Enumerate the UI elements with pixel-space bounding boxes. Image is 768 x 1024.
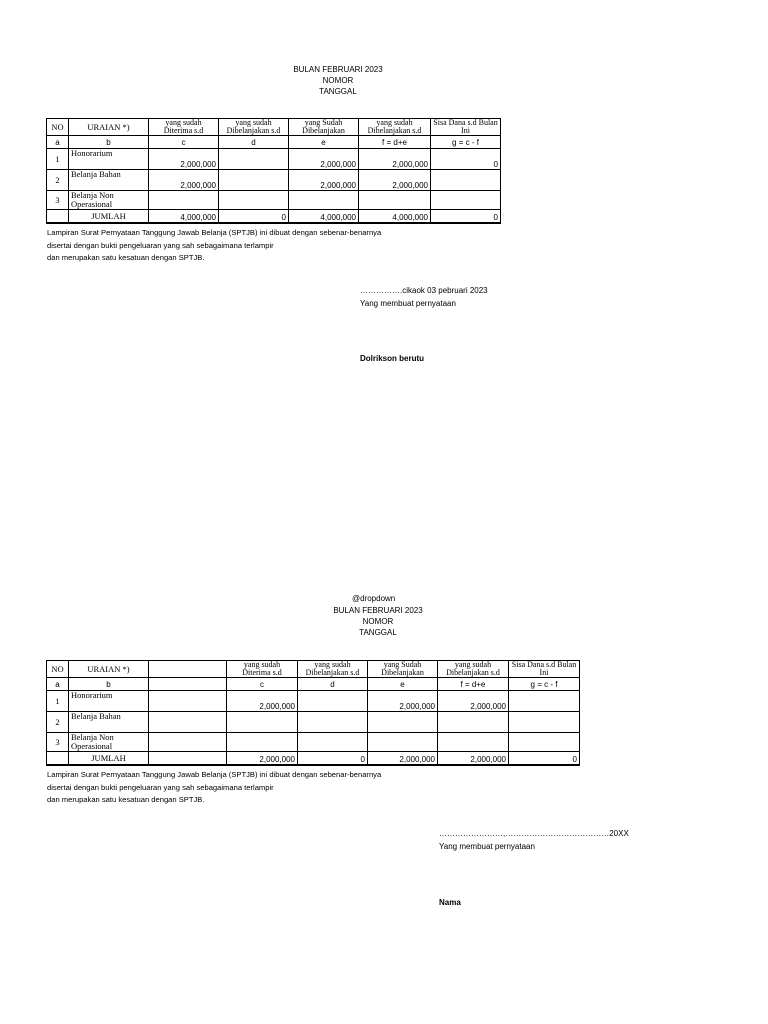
col-dibelanjakan-total: yang sudah Dibelanjakan s.d: [359, 119, 431, 136]
total-label: JUMLAH: [69, 752, 149, 765]
place-date: …………….cikaok 03 pebruari 2023: [360, 286, 488, 295]
table-row: [47, 149, 501, 170]
statement-line: dan merupakan satu kesatuan dengan SPTJB.: [47, 253, 205, 262]
row-no: 3: [47, 191, 69, 210]
col-blank: [149, 661, 227, 678]
value-g: [509, 712, 580, 733]
blank-cell: [149, 733, 227, 752]
signature-block: [360, 284, 488, 310]
row-uraian: Belanja Bahan: [69, 170, 149, 191]
value-d: [298, 712, 368, 733]
col-uraian: URAIAN *): [69, 119, 149, 136]
value-d: [219, 191, 289, 210]
code-cell: a: [47, 136, 69, 149]
period-title: BULAN FEBRUARI 2023: [333, 606, 423, 615]
expense-table: [46, 118, 501, 224]
value-c: [227, 733, 298, 752]
col-dibelanjakan-total: yang sudah Dibelanjakan s.d: [438, 661, 509, 678]
col-diterima: yang sudah Diterima s.d: [227, 661, 298, 678]
value-f: 2,000,000: [438, 691, 509, 712]
row-uraian: Belanja Non Operasional: [69, 733, 149, 752]
value-e: 2,000,000: [368, 691, 438, 712]
period-title: BULAN FEBRUARI 2023: [293, 65, 383, 74]
table-row: [47, 170, 501, 191]
maker-label: Yang membuat pernyataan: [360, 299, 456, 308]
value-f: [359, 191, 431, 210]
value-d: [298, 691, 368, 712]
col-sisa-dana: Sisa Dana s.d Bulan Ini: [509, 661, 580, 678]
value-c: [227, 712, 298, 733]
value-e: [368, 712, 438, 733]
nomor-label: NOMOR: [322, 76, 354, 85]
col-dibelanjakan: yang Sudah Dibelanjakan: [289, 119, 359, 136]
total-d: 0: [298, 752, 368, 765]
value-g: [509, 691, 580, 712]
code-cell: b: [69, 678, 149, 691]
total-spacer: [47, 752, 69, 765]
table-header-row: [47, 119, 501, 136]
code-cell: d: [298, 678, 368, 691]
value-g: [431, 170, 501, 191]
table-row: [47, 712, 580, 733]
dropdown-placeholder[interactable]: @dropdown: [352, 594, 396, 603]
value-f: [438, 733, 509, 752]
table-row: [47, 691, 580, 712]
col-dibelanjakan: yang Sudah Dibelanjakan: [368, 661, 438, 678]
statement-line: Lampiran Surat Pernyataan Tanggung Jawab Belanja (SPTJB) ini dibuat dengan sebenar-benarnya: [47, 770, 382, 779]
code-cell: c: [149, 136, 219, 149]
code-cell: a: [47, 678, 69, 691]
signature-block: [439, 827, 629, 853]
total-c: 4,000,000: [149, 210, 219, 223]
row-no: 1: [47, 691, 69, 712]
value-d: [298, 733, 368, 752]
row-uraian: Honorarium: [69, 691, 149, 712]
code-cell: e: [368, 678, 438, 691]
code-cell: d: [219, 136, 289, 149]
code-cell: e: [289, 136, 359, 149]
row-no: 3: [47, 733, 69, 752]
total-g: 0: [509, 752, 580, 765]
total-e: 4,000,000: [289, 210, 359, 223]
table-row: [47, 733, 580, 752]
value-e: 2,000,000: [289, 149, 359, 170]
total-c: 2,000,000: [227, 752, 298, 765]
value-e: [368, 733, 438, 752]
value-f: [438, 712, 509, 733]
blank-cell: [149, 712, 227, 733]
value-d: [219, 149, 289, 170]
statement-line: Lampiran Surat Pernyataan Tanggung Jawab Belanja (SPTJB) ini dibuat dengan sebenar-benarnya: [47, 228, 382, 237]
col-no: NO: [47, 661, 69, 678]
code-cell: g = c - f: [509, 678, 580, 691]
total-label: JUMLAH: [69, 210, 149, 223]
col-uraian: URAIAN *): [69, 661, 149, 678]
statement-line: disertai dengan bukti pengeluaran yang sah sebagaimana terlampir: [47, 782, 274, 792]
value-c: 2,000,000: [149, 149, 219, 170]
table-total-row: [47, 210, 501, 223]
value-d: [219, 170, 289, 191]
expense-table: [46, 660, 580, 766]
row-uraian: Belanja Non Operasional: [69, 191, 149, 210]
code-cell: f = d+e: [359, 136, 431, 149]
code-cell: [149, 678, 227, 691]
statement-text: [47, 769, 381, 807]
row-no: 2: [47, 712, 69, 733]
statement-line: dan merupakan satu kesatuan dengan SPTJB.: [47, 795, 205, 804]
code-cell: f = d+e: [438, 678, 509, 691]
tanggal-label: TANGGAL: [359, 628, 397, 637]
maker-label: Yang membuat pernyataan: [439, 842, 535, 851]
value-e: 2,000,000: [289, 170, 359, 191]
table-header-row: [47, 661, 580, 678]
col-diterima: yang sudah Diterima s.d: [149, 119, 219, 136]
blank-cell: [149, 691, 227, 712]
col-no: NO: [47, 119, 69, 136]
total-e: 2,000,000: [368, 752, 438, 765]
code-cell: g = c - f: [431, 136, 501, 149]
value-g: [509, 733, 580, 752]
total-f: 2,000,000: [438, 752, 509, 765]
signer-name: Nama: [439, 898, 461, 907]
total-spacer: [47, 210, 69, 223]
statement-text: [47, 227, 381, 265]
code-cell: c: [227, 678, 298, 691]
row-uraian: Honorarium: [69, 149, 149, 170]
table-code-row: [47, 136, 501, 149]
table-total-row: [47, 752, 580, 765]
value-g: [431, 191, 501, 210]
table-code-row: [47, 678, 580, 691]
value-f: 2,000,000: [359, 149, 431, 170]
value-e: [289, 191, 359, 210]
row-no: 1: [47, 149, 69, 170]
signer-name: Dolrikson berutu: [360, 354, 425, 363]
value-g: 0: [431, 149, 501, 170]
nomor-label: NOMOR: [362, 617, 394, 626]
value-f: 2,000,000: [359, 170, 431, 191]
total-f: 4,000,000: [359, 210, 431, 223]
col-sisa-dana: Sisa Dana s.d Bulan Ini: [431, 119, 501, 136]
col-dibelanjakan-sd: yang sudah Dibelanjakan s.d: [298, 661, 368, 678]
place-date: ……………………,…………………………………20XX: [439, 829, 629, 838]
statement-line: disertai dengan bukti pengeluaran yang sah sebagaimana terlampir: [47, 240, 274, 250]
report-header: [328, 605, 428, 638]
blank-cell: [149, 752, 227, 765]
value-c: 2,000,000: [227, 691, 298, 712]
row-uraian: Belanja Bahan: [69, 712, 149, 733]
tanggal-label: TANGGAL: [319, 87, 357, 96]
total-d: 0: [219, 210, 289, 223]
table-row: [47, 191, 501, 210]
col-dibelanjakan-sd: yang sudah Dibelanjakan s.d: [219, 119, 289, 136]
total-g: 0: [431, 210, 501, 223]
row-no: 2: [47, 170, 69, 191]
value-c: [149, 191, 219, 210]
code-cell: b: [69, 136, 149, 149]
value-c: 2,000,000: [149, 170, 219, 191]
report-header: [288, 64, 388, 97]
